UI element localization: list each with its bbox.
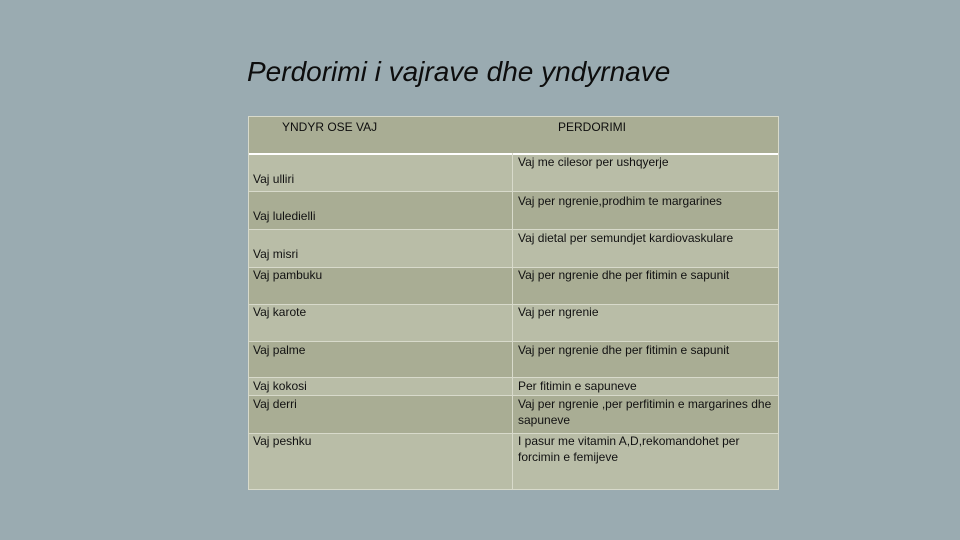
header-fat-or-oil: YNDYR OSE VAJ (282, 120, 378, 134)
oil-name: Vaj derri (253, 397, 297, 411)
oil-usage: Vaj per ngrenie dhe per fitimin e sapunit (518, 343, 730, 357)
oil-name: Vaj kokosi (253, 379, 307, 393)
oil-usage: I pasur me vitamin A,D,rekomandohet per forcimin e femijeve (518, 434, 740, 464)
oil-usage: Vaj per ngrenie (518, 305, 599, 319)
oil-usage: Vaj dietal per semundjet kardiovaskulare (518, 231, 734, 245)
oil-usage: Vaj me cilesor per ushqyerje (518, 155, 669, 169)
oil-name: Vaj karote (253, 305, 307, 319)
oil-name: Vaj pambuku (253, 268, 323, 282)
oil-usage: Vaj per ngrenie dhe per fitimin e sapunit (518, 268, 730, 282)
oil-name: Vaj palme (253, 343, 306, 357)
oil-name: Vaj luledielli (253, 209, 316, 223)
header-usage: PERDORIMI (558, 120, 627, 134)
oil-usage: Per fitimin e sapuneve (518, 379, 637, 393)
oils-table (248, 116, 779, 490)
oil-name: Vaj ulliri (253, 172, 295, 186)
oil-name: Vaj peshku (253, 434, 312, 448)
slide-title: Perdorimi i vajrave dhe yndyrnave (247, 56, 671, 87)
oil-name: Vaj misri (253, 247, 299, 261)
oil-usage: Vaj per ngrenie ,per perfitimin e margarines dhe sapuneve (518, 397, 772, 427)
oil-usage: Vaj per ngrenie,prodhim te margarines (518, 194, 722, 208)
